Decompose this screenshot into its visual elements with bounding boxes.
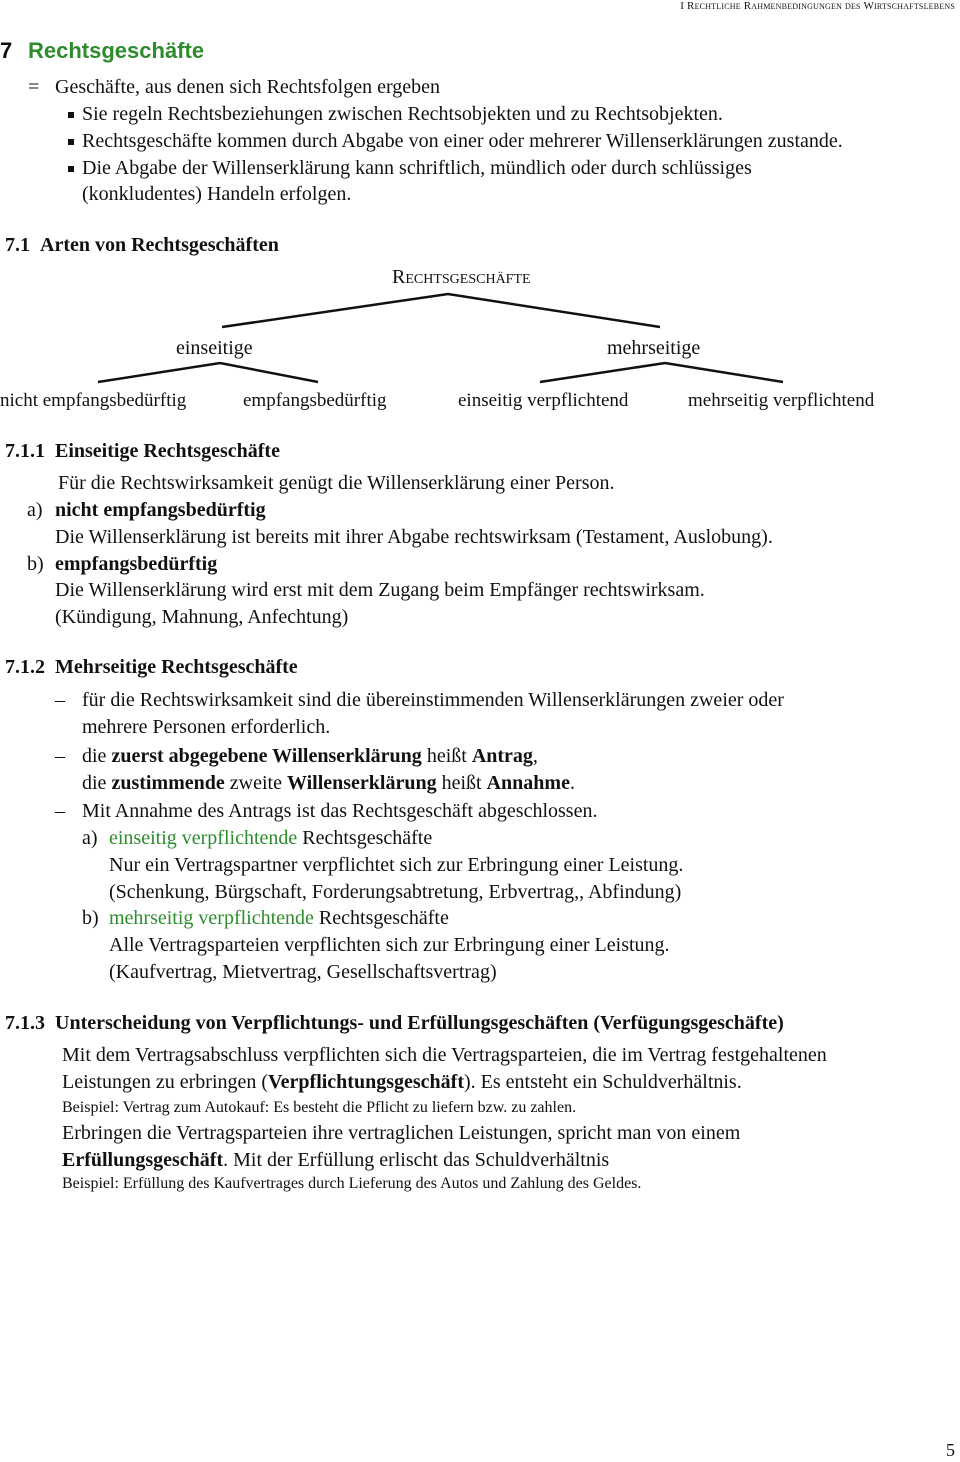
paragraph: die zuerst abgegebene Willenserklärung heißt Antrag, (82, 745, 538, 767)
list-label: b) (82, 907, 99, 929)
paragraph: Erfüllungsgeschäft. Mit der Erfüllung erlischt das Schuldverhältnis (62, 1149, 610, 1171)
tree-branch-root (222, 294, 660, 327)
tree-node-einseitige: einseitige (176, 337, 253, 359)
page-number: 5 (946, 1440, 955, 1460)
tree-leaf: empfangsbedürftig (243, 390, 387, 411)
paragraph: Leistungen zu erbringen (Verpflichtungsgeschäft). Es entsteht ein Schuldverhältnis. (62, 1071, 742, 1093)
tree-leaf: einseitig verpflichtend (458, 390, 629, 411)
bullet-item-continued: (konkludentes) Handeln erfolgen. (82, 183, 352, 205)
paragraph: Die Willenserklärung wird erst mit dem Zugang beim Empfänger rechtswirksam. (55, 579, 705, 601)
bullet-item: Rechtsgeschäfte kommen durch Abgabe von einer oder mehrerer Willenserklärungen zustande. (68, 129, 843, 153)
section-heading-7-1-1: 7.1.1 Einseitige Rechtsgeschäfte (5, 440, 280, 462)
tree-leaf: mehrseitig verpflichtend (688, 390, 875, 411)
section-heading-7-1-2: 7.1.2 Mehrseitige Rechtsgeschäfte (5, 656, 298, 678)
item-title: empfangsbedürftig (55, 553, 218, 575)
tree-root: Rechtsgeschäfte (392, 266, 531, 288)
paragraph: Erbringen die Vertragsparteien ihre vertraglichen Leistungen, spricht man von einem (62, 1122, 741, 1144)
chapter-number: 7 (0, 38, 13, 63)
paragraph: Für die Rechtswirksamkeit genügt die Willenserklärung einer Person. (58, 472, 615, 494)
section-heading-7-1: 7.1 Arten von Rechtsgeschäften (5, 234, 279, 256)
paragraph: für die Rechtswirksamkeit sind die übereinstimmenden Willenserklärungen zweier oder (82, 689, 784, 711)
dash-icon: – (55, 800, 65, 822)
running-header: I Rechtliche Rahmenbedingungen des Wirtschaftslebens (680, 0, 955, 12)
paragraph: Mit dem Vertragsabschluss verpflichten sich die Vertragsparteien, die im Vertrag festgehaltenen (62, 1044, 827, 1066)
tree-branch-einseitige (98, 363, 318, 382)
paragraph: Die Willenserklärung ist bereits mit ihrer Abgabe rechtswirksam (Testament, Auslobung). (55, 526, 773, 548)
paragraph: mehrere Personen erforderlich. (82, 716, 331, 738)
dash-icon: – (55, 745, 65, 767)
classification-tree-lines (0, 0, 960, 400)
example-text: Beispiel: Erfüllung des Kaufvertrages durch Lieferung des Autos und Zahlung des Geldes. (62, 1175, 642, 1192)
paragraph: Alle Vertragsparteien verpflichten sich zur Erbringung einer Leistung. (109, 934, 670, 956)
paragraph: Nur ein Vertragspartner verpflichtet sich zur Erbringung einer Leistung. (109, 854, 684, 876)
tree-branch-mehrseitige (540, 363, 783, 382)
item-title: einseitig verpflichtende Rechtsgeschäfte (109, 827, 433, 849)
definition-text: Geschäfte, aus denen sich Rechtsfolgen ergeben (55, 76, 441, 98)
dash-icon: – (55, 689, 65, 711)
item-title: nicht empfangsbedürftig (55, 499, 266, 521)
bullet-item: Die Abgabe der Willenserklärung kann schriftlich, mündlich oder durch schlüssiges (68, 156, 752, 180)
section-heading-7-1-3: 7.1.3 Unterscheidung von Verpflichtungs- und Erfüllungsgeschäften (Verfügungsgeschäfte) (5, 1012, 784, 1034)
equals-symbol: = (28, 76, 40, 98)
tree-leaf: nicht empfangsbedürftig (0, 390, 187, 411)
bullet-item: Sie regeln Rechtsbeziehungen zwischen Rechtsobjekten und zu Rechtsobjekten. (68, 102, 723, 126)
tree-node-mehrseitige: mehrseitige (607, 337, 701, 359)
paragraph: Mit Annahme des Antrags ist das Rechtsgeschäft abgeschlossen. (82, 800, 598, 822)
paragraph: die zustimmende zweite Willenserklärung heißt Annahme. (82, 772, 575, 794)
example-text: Beispiel: Vertrag zum Autokauf: Es besteht die Pflicht zu liefern bzw. zu zahlen. (62, 1099, 577, 1116)
paragraph: (Schenkung, Bürgschaft, Forderungsabtretung, Erbvertrag,, Abfindung) (109, 881, 682, 903)
list-label: a) (82, 827, 98, 849)
chapter-title: Rechtsgeschäfte (28, 38, 205, 63)
list-label: a) (27, 499, 43, 521)
list-label: b) (27, 553, 44, 575)
paragraph: (Kaufvertrag, Mietvertrag, Gesellschaftsvertrag) (109, 961, 497, 983)
paragraph: (Kündigung, Mahnung, Anfechtung) (55, 606, 349, 628)
item-title: mehrseitig verpflichtende Rechtsgeschäfte (109, 907, 449, 929)
